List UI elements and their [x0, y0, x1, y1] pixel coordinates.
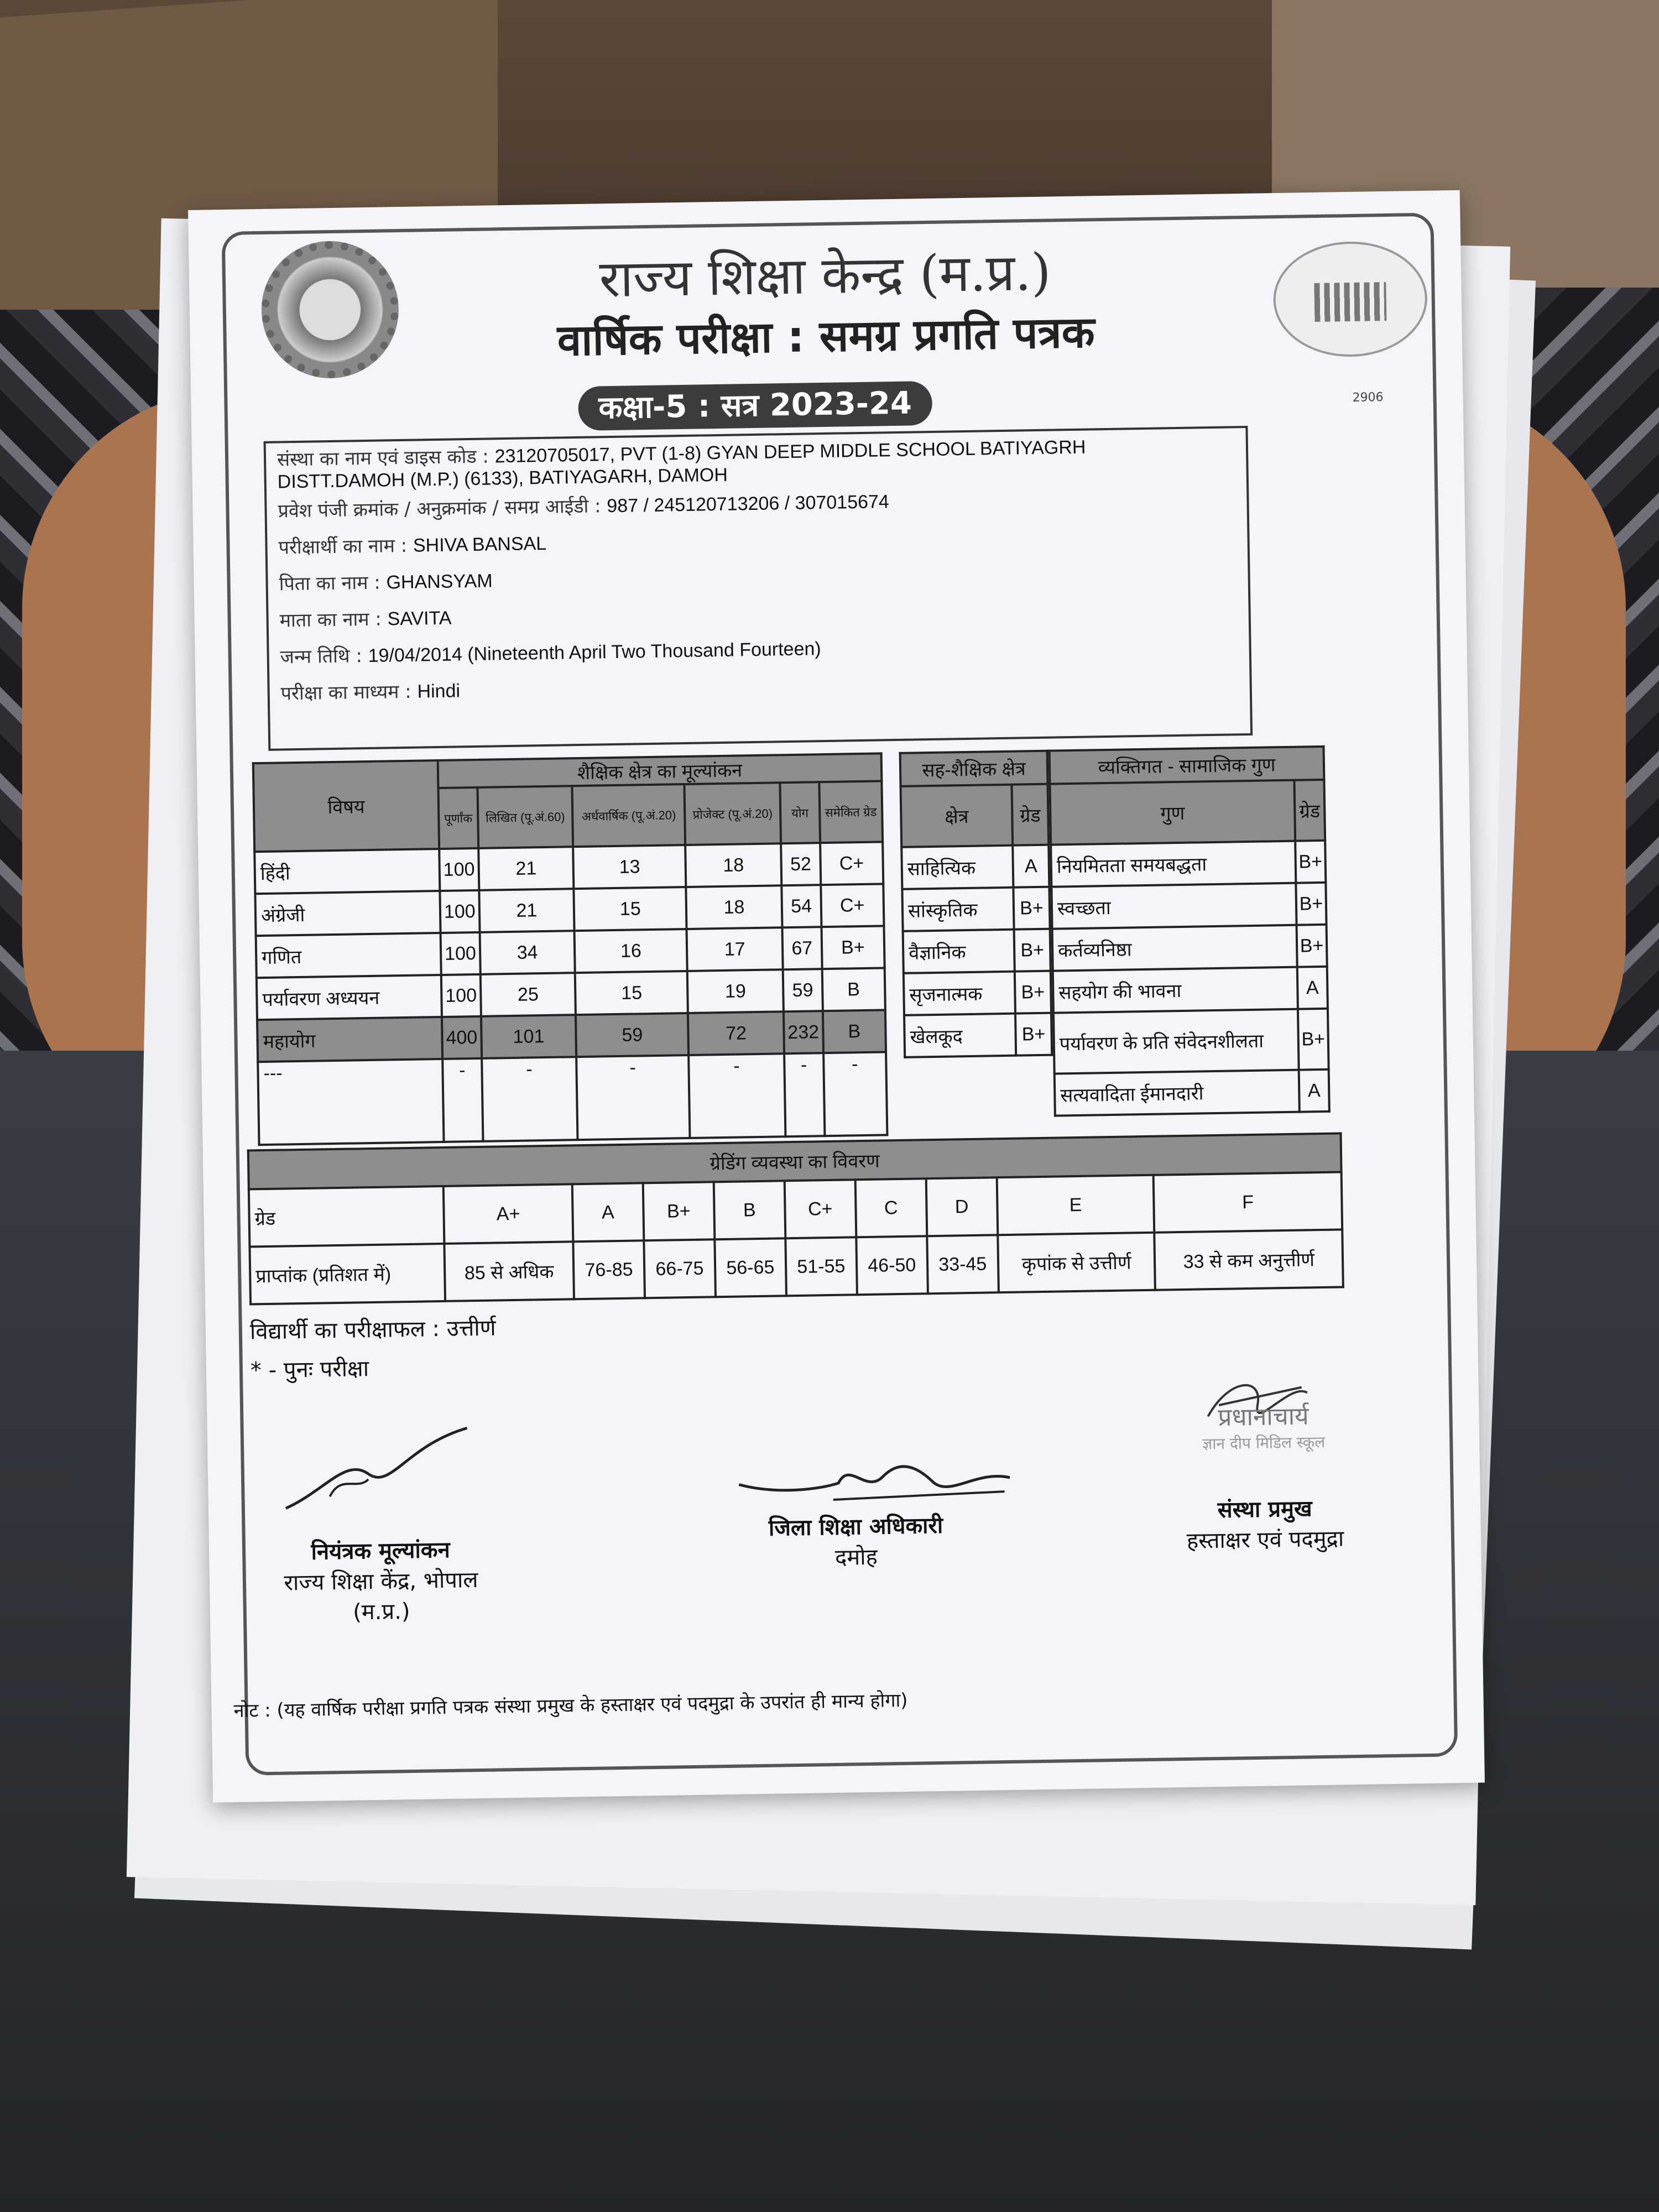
- grade-cell: A: [1013, 845, 1049, 888]
- range-cell: 85 से अधिक: [444, 1241, 573, 1301]
- grade-cell: C+: [784, 1180, 856, 1238]
- grade-cell: F: [1154, 1172, 1342, 1232]
- score-cell: 100: [441, 974, 481, 1017]
- total-cell: 59: [576, 1013, 688, 1057]
- controller-title: नियंत्रक मूल्यांकन: [311, 1537, 451, 1565]
- principal-signature-block: [1143, 1491, 1387, 1556]
- quality-cell: नियमितता समयबद्धता: [1051, 841, 1296, 887]
- score-cell: 21: [479, 889, 575, 932]
- table-row: [1052, 925, 1327, 971]
- score-cell: 18: [685, 843, 781, 887]
- personal-social-title: व्यक्तिगत - सामाजिक गुण: [1050, 747, 1324, 784]
- grade-cell: B+: [1014, 929, 1051, 972]
- subject-cell: हिंदी: [254, 849, 440, 894]
- student-info-box: [264, 426, 1253, 751]
- subject-cell: ---: [258, 1059, 444, 1145]
- table-row: [1051, 883, 1326, 929]
- subject-header: विषय: [253, 760, 439, 852]
- score-cell: 67: [782, 927, 822, 969]
- score-cell: 17: [687, 927, 783, 971]
- exam-result: [249, 1312, 496, 1346]
- quality-cell: कर्तव्यनिष्ठा: [1052, 925, 1297, 971]
- quality-cell: सत्यवादिता ईमानदारी: [1055, 1070, 1300, 1116]
- total-cell: 400: [442, 1016, 482, 1059]
- subject-cell: गणित: [256, 933, 441, 978]
- col-header: ग्रेड: [1011, 784, 1048, 846]
- co-scholastic-table: [899, 750, 1053, 1058]
- area-cell: वैज्ञानिक: [903, 930, 1015, 973]
- district-signature-block: [717, 1508, 995, 1573]
- col-header: क्षेत्र: [901, 785, 1013, 847]
- table-row: [258, 1052, 887, 1145]
- district-title: जिला शिक्षा अधिकारी: [768, 1512, 943, 1541]
- grade-cell: B+: [1295, 841, 1326, 883]
- table-row: [1055, 1070, 1329, 1116]
- result-value: उत्तीर्ण: [446, 1315, 496, 1342]
- col-header: प्रोजेक्ट (पू.अं.20): [685, 782, 781, 845]
- score-cell: 15: [575, 971, 688, 1015]
- academic-group-header: शैक्षिक क्षेत्र का मूल्यांकन: [438, 753, 882, 788]
- controller-signature-block: [253, 1532, 509, 1627]
- subject-cell: अंग्रेजी: [255, 891, 440, 936]
- org-title: राज्य शिक्षा केन्द्र (म.प्र.): [598, 242, 1052, 309]
- district-signature: [733, 1447, 1021, 1507]
- class-session-badge: कक्षा-5 : सत्र 2023-24: [578, 381, 932, 431]
- total-cell: 101: [481, 1015, 577, 1058]
- stamp-title: प्रधानाचार्य: [1218, 1402, 1309, 1432]
- score-cell: -: [482, 1057, 578, 1141]
- result-label: विद्यार्थी का परीक्षाफल :: [249, 1316, 440, 1345]
- exam-title: वार्षिक परीक्षा : समग्र प्रगति पत्रक: [557, 307, 1095, 366]
- grade-cell: A+: [444, 1184, 573, 1244]
- ids-line: प्रवेश पंजी क्रमांक / अनुक्रमांक / समग्र आईडी : 987 / 245120713206 / 307015674: [278, 491, 890, 523]
- table-row: [1051, 841, 1326, 887]
- retest-note: * - पुनः परीक्षा: [250, 1356, 369, 1384]
- range-cell: 33 से कम अनुत्तीर्ण: [1155, 1229, 1343, 1290]
- range-row-label: प्राप्तांक (प्रतिशत में): [249, 1244, 445, 1305]
- col-header: ग्रेड: [1294, 780, 1325, 841]
- table-row: [904, 971, 1051, 1015]
- subject-cell: पर्यावरण अध्ययन: [257, 975, 442, 1020]
- score-cell: 59: [783, 969, 823, 1011]
- table-row: [901, 845, 1049, 889]
- area-cell: सृजनात्मक: [904, 972, 1015, 1015]
- stamp-subtitle: ज्ञान दीप मिडिल स्कूल: [1202, 1432, 1326, 1453]
- score-cell: -: [442, 1058, 483, 1142]
- grade-cell: -: [823, 1052, 888, 1136]
- range-cell: 76-85: [573, 1240, 645, 1299]
- score-cell: 15: [574, 887, 687, 931]
- score-cell: 25: [480, 973, 576, 1016]
- grade-cell: B+: [643, 1182, 715, 1240]
- table-row: [1053, 967, 1328, 1013]
- score-cell: 54: [781, 885, 821, 927]
- range-cell: कृपांक से उत्तीर्ण: [998, 1233, 1155, 1292]
- col-header: अर्धवार्षिक (पू.अं.20): [572, 784, 686, 847]
- grade-cell: B+: [1298, 1009, 1329, 1070]
- range-cell: 66-75: [644, 1239, 716, 1298]
- district-name: दमोह: [834, 1544, 878, 1571]
- range-cell: 51-55: [785, 1237, 857, 1296]
- total-cell: 232: [784, 1011, 823, 1053]
- principal-title: संस्था प्रमुख: [1217, 1496, 1313, 1524]
- quality-cell: सहयोग की भावना: [1053, 967, 1298, 1013]
- controller-state: (म.प्र.): [352, 1599, 410, 1625]
- table-row: [1053, 1009, 1329, 1074]
- serial-number: 2906: [1352, 390, 1384, 405]
- grade-cell: B+: [1296, 883, 1326, 925]
- controller-signature: [279, 1422, 479, 1514]
- quality-cell: पर्यावरण के प्रति संवेदनशीलता: [1053, 1009, 1299, 1074]
- table-row: [902, 887, 1050, 931]
- principal-subtitle: हस्ताक्षर एवं पदमुद्रा: [1186, 1526, 1344, 1554]
- father-name-line: पिता का नाम : GHANSYAM: [279, 570, 493, 596]
- grading-title: ग्रेडिंग व्यवस्था का विवरण: [248, 1133, 1342, 1189]
- score-cell: 16: [575, 929, 687, 973]
- grade-row-label: ग्रेड: [249, 1186, 445, 1247]
- medium-line: परीक्षा का माध्यम : Hindi: [280, 680, 461, 705]
- score-cell: -: [688, 1053, 785, 1138]
- score-cell: 19: [687, 969, 784, 1013]
- total-cell: 72: [688, 1011, 784, 1055]
- area-cell: सांस्कृतिक: [902, 888, 1014, 931]
- grade-cell: D: [926, 1177, 998, 1236]
- grade-cell: B: [713, 1181, 785, 1239]
- grade-cell: B+: [1015, 1013, 1052, 1056]
- range-cell: 33-45: [927, 1235, 999, 1293]
- range-cell: 56-65: [714, 1238, 786, 1297]
- score-cell: 100: [439, 848, 479, 891]
- area-cell: खेलकूद: [904, 1014, 1016, 1057]
- score-cell: 21: [478, 847, 574, 890]
- grading-table: [247, 1132, 1344, 1305]
- grade-cell: A: [1299, 1070, 1329, 1112]
- score-cell: 18: [686, 885, 782, 929]
- academic-table: [252, 752, 889, 1146]
- grade-cell: B+: [1013, 887, 1050, 930]
- score-cell: 52: [781, 843, 821, 885]
- report-card-sheet: [188, 190, 1485, 1803]
- dob-line: जन्म तिथि : 19/04/2014 (Nineteenth April Two Thousand Fourteen): [280, 638, 821, 669]
- col-header: समेकित ग्रेड: [819, 781, 883, 843]
- grade-cell: C+: [821, 884, 884, 927]
- co-scholastic-title: सह-शैक्षिक क्षेत्र: [900, 751, 1048, 786]
- grade-cell: B+: [821, 926, 885, 969]
- total-label: महायोग: [257, 1017, 442, 1062]
- personal-social-table: [1048, 745, 1331, 1117]
- grade-cell: A: [572, 1183, 644, 1241]
- grade-cell: E: [997, 1175, 1154, 1235]
- principal-stamp: [1158, 1397, 1369, 1484]
- score-cell: 100: [441, 932, 481, 975]
- school-line-2: DISTT.DAMOH (M.P.) (6133), BATIYAGARH, DAMOH: [277, 464, 728, 493]
- col-header: योग: [780, 782, 820, 843]
- score-cell: -: [577, 1055, 690, 1140]
- grade-cell: C: [855, 1178, 927, 1237]
- col-header: गुण: [1050, 780, 1295, 845]
- total-grade-cell: B: [822, 1010, 886, 1053]
- score-cell: 13: [573, 845, 686, 889]
- grade-cell: B+: [1015, 971, 1051, 1014]
- grade-cell: B+: [1297, 925, 1327, 967]
- grade-cell: C+: [820, 842, 884, 885]
- table-row: [903, 929, 1051, 973]
- student-name-line: परीक्षार्थी का नाम : SHIVA BANSAL: [278, 533, 547, 559]
- area-cell: साहित्यिक: [901, 846, 1013, 889]
- school-line: संस्था का नाम एवं डाइस कोड : 23120705017, PVT (1-8) GYAN DEEP MIDDLE SCHOOL BATIYAGRH: [276, 436, 1086, 471]
- footer-note: नोट : (यह वार्षिक परीक्षा प्रगति पत्रक संस्था प्रमुख के हस्ताक्षर एवं पदमुद्रा के उपरांत ही मान्य होगा): [233, 1689, 908, 1723]
- range-cell: 46-50: [856, 1236, 928, 1295]
- mother-name-line: माता का नाम : SAVITA: [279, 607, 452, 632]
- col-header: लिखित (पू.अं.60): [477, 786, 573, 848]
- score-cell: 34: [479, 931, 575, 974]
- score-cell: 100: [440, 890, 479, 933]
- grade-cell: B: [822, 968, 885, 1011]
- quality-cell: स्वच्छता: [1051, 883, 1296, 929]
- controller-office: राज्य शिक्षा केंद्र, भोपाल: [284, 1567, 478, 1596]
- table-row: [904, 1013, 1052, 1057]
- grade-cell: A: [1297, 967, 1328, 1009]
- col-header: पूर्णांक: [438, 787, 478, 849]
- score-cell: -: [784, 1053, 825, 1136]
